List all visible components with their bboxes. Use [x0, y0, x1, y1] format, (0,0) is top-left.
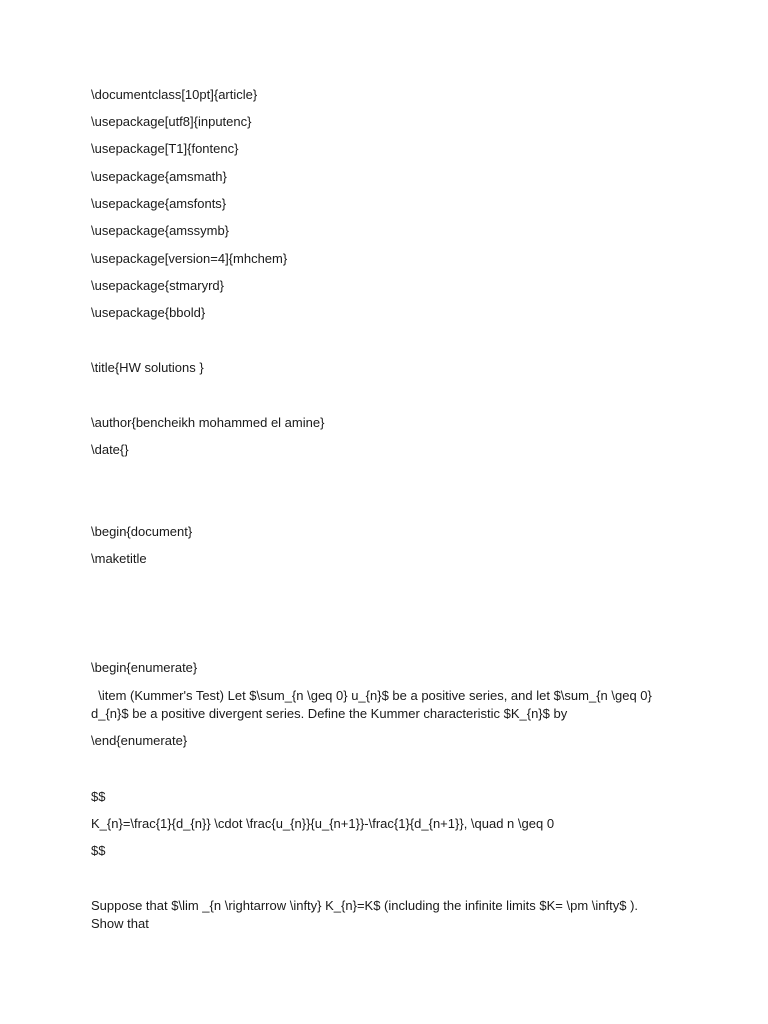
- text-line: \usepackage{stmaryrd}: [91, 278, 224, 293]
- text-line: \usepackage{amsfonts}: [91, 196, 227, 211]
- text-line: \usepackage{amssymb}: [91, 223, 230, 238]
- text-line: \title{HW solutions }: [91, 360, 204, 375]
- text-line: \documentclass[10pt]{article}: [91, 87, 258, 102]
- text-line: Suppose that $\lim _{n \rightarrow \infty} K_{n}=K$ (including the infinite limits $K= \pm \infty$ ). Show that: [91, 898, 642, 931]
- text-line: \author{bencheikh mohammed el amine}: [91, 415, 325, 430]
- text-line: K_{n}=\frac{1}{d_{n}} \cdot \frac{u_{n}}{u_{n+1}}-\frac{1}{d_{n+1}}, \quad n \geq 0: [91, 816, 555, 831]
- text-line: \begin{document}: [91, 524, 193, 539]
- text-line: $$: [91, 843, 106, 858]
- text-line: \usepackage{amsmath}: [91, 169, 227, 184]
- text-line: \usepackage[version=4]{mhchem}: [91, 251, 288, 266]
- text-line: \item (Kummer's Test) Let $\sum_{n \geq 0} u_{n}$ be a positive series, and let $\sum_{n \geq 0} d_{n}$ be a positive divergent series. Define the Kummer characteristic $K_{n}$ by: [91, 688, 656, 721]
- text-line: \usepackage[T1]{fontenc}: [91, 141, 239, 156]
- text-line: \date{}: [91, 442, 129, 457]
- text-line: \maketitle: [91, 551, 147, 566]
- text-line: \begin{enumerate}: [91, 660, 198, 675]
- text-line: \usepackage{bbold}: [91, 305, 206, 320]
- text-line: \end{enumerate}: [91, 733, 188, 748]
- text-line: \usepackage[utf8]{inputenc}: [91, 114, 252, 129]
- text-line: $$: [91, 789, 106, 804]
